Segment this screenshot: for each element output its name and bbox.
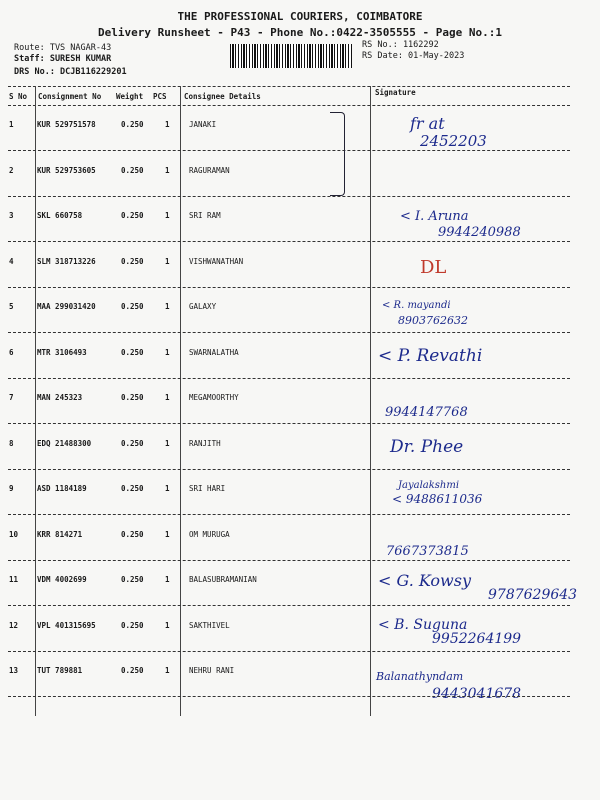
- row-5-signature-phone: 8903762632: [398, 314, 468, 327]
- rs-number: RS No.: 1162292: [362, 40, 439, 50]
- row-7-signature-phone: 9944147768: [385, 405, 468, 420]
- row-13-signature-phone: 9443041678: [432, 686, 522, 702]
- row-divider: [8, 423, 570, 424]
- row-11-signature-phone: 9787629643: [488, 587, 578, 603]
- row-5-wt: 0.250: [121, 302, 144, 311]
- row-12-signature-phone: 9952264199: [432, 630, 522, 647]
- row-4-sno: 4: [9, 256, 14, 266]
- row-1-cons: KUR 529751578: [37, 120, 96, 129]
- handwritten-bracket: [330, 112, 345, 196]
- row-5-pcs: 1: [165, 302, 170, 311]
- row-1-wt: 0.250: [121, 120, 144, 129]
- row-11-name: BALASUBRAMANIAN: [189, 575, 257, 584]
- row-divider: [8, 651, 570, 652]
- row-2-name: RAGURAMAN: [189, 165, 230, 175]
- row-12-wt: 0.250: [121, 620, 144, 630]
- row-3-wt: 0.250: [121, 211, 144, 220]
- row-2-wt: 0.250: [121, 165, 144, 175]
- row-10-pcs: 1: [165, 529, 170, 539]
- row-3-sno: 3: [9, 211, 14, 220]
- row-9-name: SRI HARI: [189, 484, 226, 493]
- row-10-cons: KRR 814271: [37, 529, 83, 539]
- row-12-name: SAKTHIVEL: [189, 620, 230, 630]
- row-4-name: VISHWANATHAN: [189, 256, 244, 266]
- row-9-sno: 9: [9, 484, 14, 493]
- row-7-wt: 0.250: [121, 393, 144, 402]
- row-9-cons: ASD 1184189: [37, 484, 87, 493]
- row-13-sno: 13: [9, 666, 19, 675]
- row-11-pcs: 1: [165, 575, 170, 584]
- row-5-signature: < R. mayandi: [382, 300, 451, 311]
- row-7-sno: 7: [9, 393, 14, 402]
- rs-date: RS Date: 01-May-2023: [362, 51, 465, 61]
- row-6-name: SWARNALATHA: [189, 347, 239, 357]
- row-divider: [8, 605, 570, 606]
- row-7-cons: MAN 245323: [37, 393, 83, 402]
- row-divider: [8, 696, 570, 697]
- row-7-pcs: 1: [165, 393, 170, 402]
- row-4-signature: DL: [420, 256, 447, 278]
- row-9-pcs: 1: [165, 484, 170, 493]
- row-11-cons: VDM 4002699: [37, 575, 87, 584]
- row-6-signature: < P. Revathi: [378, 345, 483, 366]
- col-signature: Signature: [375, 88, 416, 97]
- row-2-pcs: 1: [165, 165, 170, 175]
- route-label: Route: TVS NAGAR-43: [14, 43, 112, 53]
- row-8-pcs: 1: [165, 438, 170, 448]
- row-9-signature: Jayalakshmi: [398, 480, 460, 491]
- row-8-signature: Dr. Phee: [390, 436, 464, 457]
- row-5-name: GALAXY: [189, 302, 217, 311]
- row-12-sno: 12: [9, 620, 19, 630]
- row-divider: [8, 469, 570, 470]
- row-3-signature: < I. Aruna: [400, 209, 469, 224]
- row-10-sno: 10: [9, 529, 19, 539]
- row-4-cons: SLM 318713226: [37, 256, 96, 266]
- row-13-wt: 0.250: [121, 666, 144, 675]
- row-divider: [8, 560, 570, 561]
- row-8-sno: 8: [9, 438, 14, 448]
- row-9-signature-phone: < 9488611036: [392, 492, 483, 506]
- row-1-signature: fr at: [410, 114, 445, 133]
- row-3-signature-phone: 9944240988: [438, 225, 521, 240]
- row-divider: [8, 332, 570, 333]
- col-consignment: Consignment No: [38, 92, 102, 101]
- row-divider: [8, 196, 570, 197]
- col-consignee: Consignee Details: [184, 92, 261, 101]
- row-divider: [8, 378, 570, 379]
- row-divider: [8, 150, 570, 151]
- document-subtitle: Delivery Runsheet - P43 - Phone No.:0422-3505555 - Page No.:1: [98, 26, 502, 39]
- row-4-pcs: 1: [165, 256, 170, 266]
- row-1-name: JANAKI: [189, 120, 217, 129]
- row-7-name: MEGAMOORTHY: [189, 393, 239, 402]
- row-12-signature: < B. Suguna: [378, 616, 468, 633]
- row-4-wt: 0.250: [121, 256, 144, 266]
- row-12-pcs: 1: [165, 620, 170, 630]
- row-10-wt: 0.250: [121, 529, 144, 539]
- row-2-sno: 2: [9, 165, 14, 175]
- row-divider: [8, 241, 570, 242]
- drs-number: DRS No.: DCJB116229201: [14, 67, 127, 77]
- row-5-sno: 5: [9, 302, 14, 311]
- row-divider: [8, 514, 570, 515]
- row-5-cons: MAA 299031420: [37, 302, 96, 311]
- row-10-name: OM MURUGA: [189, 529, 230, 539]
- col-sno: S No: [9, 92, 28, 101]
- row-3-name: SRI RAM: [189, 211, 221, 220]
- row-13-pcs: 1: [165, 666, 170, 675]
- row-8-name: RANJITH: [189, 438, 221, 448]
- row-3-pcs: 1: [165, 211, 170, 220]
- row-8-cons: EDQ 21488300: [37, 438, 92, 448]
- row-3-cons: SKL 660758: [37, 211, 83, 220]
- col-weight: Weight: [116, 92, 144, 101]
- row-11-wt: 0.250: [121, 575, 144, 584]
- row-11-sno: 11: [9, 575, 19, 584]
- row-divider: [8, 287, 570, 288]
- staff-label: Staff: SURESH KUMAR: [14, 54, 112, 64]
- row-10-signature-phone: 7667373815: [386, 543, 469, 559]
- row-12-cons: VPL 401315695: [37, 620, 96, 630]
- document-title: THE PROFESSIONAL COURIERS, COIMBATORE: [177, 10, 423, 23]
- row-9-wt: 0.250: [121, 484, 144, 493]
- row-6-cons: MTR 3106493: [37, 347, 87, 357]
- col-pcs: PCS: [153, 92, 167, 101]
- barcode: [230, 44, 352, 68]
- row-13-name: NEHRU RANI: [189, 666, 235, 675]
- row-6-wt: 0.250: [121, 347, 144, 357]
- row-1-signature-phone: 2452203: [420, 132, 487, 150]
- row-6-pcs: 1: [165, 347, 170, 357]
- row-6-sno: 6: [9, 347, 14, 357]
- row-1-pcs: 1: [165, 120, 170, 129]
- row-1-sno: 1: [9, 120, 14, 129]
- row-11-signature: < G. Kowsy: [378, 571, 471, 590]
- row-13-signature: Balanathyndam: [376, 670, 464, 683]
- row-2-cons: KUR 529753605: [37, 165, 96, 175]
- row-13-cons: TUT 789881: [37, 666, 83, 675]
- row-8-wt: 0.250: [121, 438, 144, 448]
